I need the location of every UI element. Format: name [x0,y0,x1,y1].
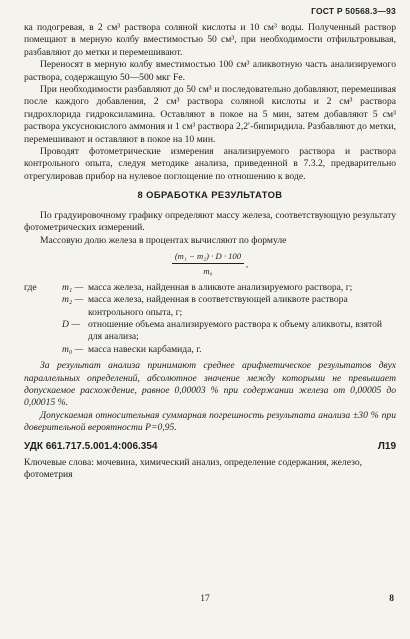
standard-header: ГОСТ Р 50568.3—93 [311,6,396,16]
definition-item [24,319,396,344]
formula [24,250,396,278]
document-body [24,22,396,482]
corner-mark: 8 [389,594,394,604]
paragraph-transfer: Переносят в мерную колбу вместимостью 100 см³ аликвотную часть анализируемого раствора, содержащую 50—500 мкг Fe. [24,59,396,83]
definition-symbol: D — [62,318,80,330]
formula-denominator: m₀ [203,266,213,277]
definition-symbol: m₀ — [62,343,84,355]
keywords: Ключевые слова: мочевина, химический анализ, определение содержания, железо, фотометрия [24,457,363,481]
udk-code: УДК 661.717.5.001.4:006.354 [24,440,158,452]
definition-text: отношение объема анализируемого раствора к объему аликвоты, взятой для анализа; [88,318,383,343]
paragraph-error: Допускаемая относительная суммарная погрешность результата анализа ±30 % при доверительной вероятности P=0,95. [24,409,396,434]
definition-text: масса железа, найденная в соответствующей аликвоте раствора контрольного опыта, г; [88,294,348,318]
definition-symbol: m₁ — [62,281,84,293]
section-title: 8 ОБРАБОТКА РЕЗУЛЬТАТОВ [137,189,283,201]
classification-code: Л19 [377,440,396,452]
formula-fraction [172,250,244,278]
formula-numerator: (m₁ − m₂) · D · 100 [172,250,244,264]
where-label: где [24,281,37,293]
definition-item [24,344,396,356]
definition-item [24,282,396,294]
definition-symbol: m₂ — [62,294,84,306]
definition-item [24,294,396,319]
paragraph-formula-intro: Массовую долю железа в процентах вычисляют по формуле [40,234,287,246]
page-number: 17 [200,594,210,604]
paragraph-calibration: По градуировочному графику определяют массу железа, соответствующую результату фотометрических измерений. [24,209,396,234]
definition-text: масса железа, найденная в аликвоте анализируемого раствора, г; [88,281,353,293]
udk-row [24,441,396,453]
formula-comma: , [246,258,249,269]
paragraph-continuation: ка подогревая, в 2 см³ раствора соляной кислоты и 10 см³ воды. Полученный раствор помещают в мерную колбу вместимостью 50 см³, при необходимости отфильтровывая, разбавляют до метки и перемешивают. [24,22,396,58]
definitions-list [24,282,396,356]
definition-text: масса навески карбамида, г. [88,343,202,355]
paragraph-result-criteria: За результат анализа принимают среднее арифметическое результатов двух параллельных определений, абсолютное значение между которыми не превышает допускаемое расхождение, равное 0,00003 % при содержании железа от 0,00005 до 0,00015 %. [24,360,396,409]
paragraph-measurement: Проводят фотометрические измерения анализируемого раствора и раствора контрольного опыта, следуя методике анализа, приведенной в 7.3.2, предварительно отрегулировав прибор на нулевое поглощение по отношению к воде. [24,146,396,182]
paragraph-dilution: При необходимости разбавляют до 50 см³ и последовательно добавляют, перемешивая после каждого добавления, 2 см³ раствора соляной кислоты и 2 см³ раствора гидрохлорида гидроксиламина. Оставляют в покое на 5 мин, затем добавляют 5 см³ раствора уксуснокислого аммония и 1 см³ раствора 2,2′-бипиридила. Разбавляют до метки, перемешивают и оставляют в покое на 10 мин. [24,84,396,145]
